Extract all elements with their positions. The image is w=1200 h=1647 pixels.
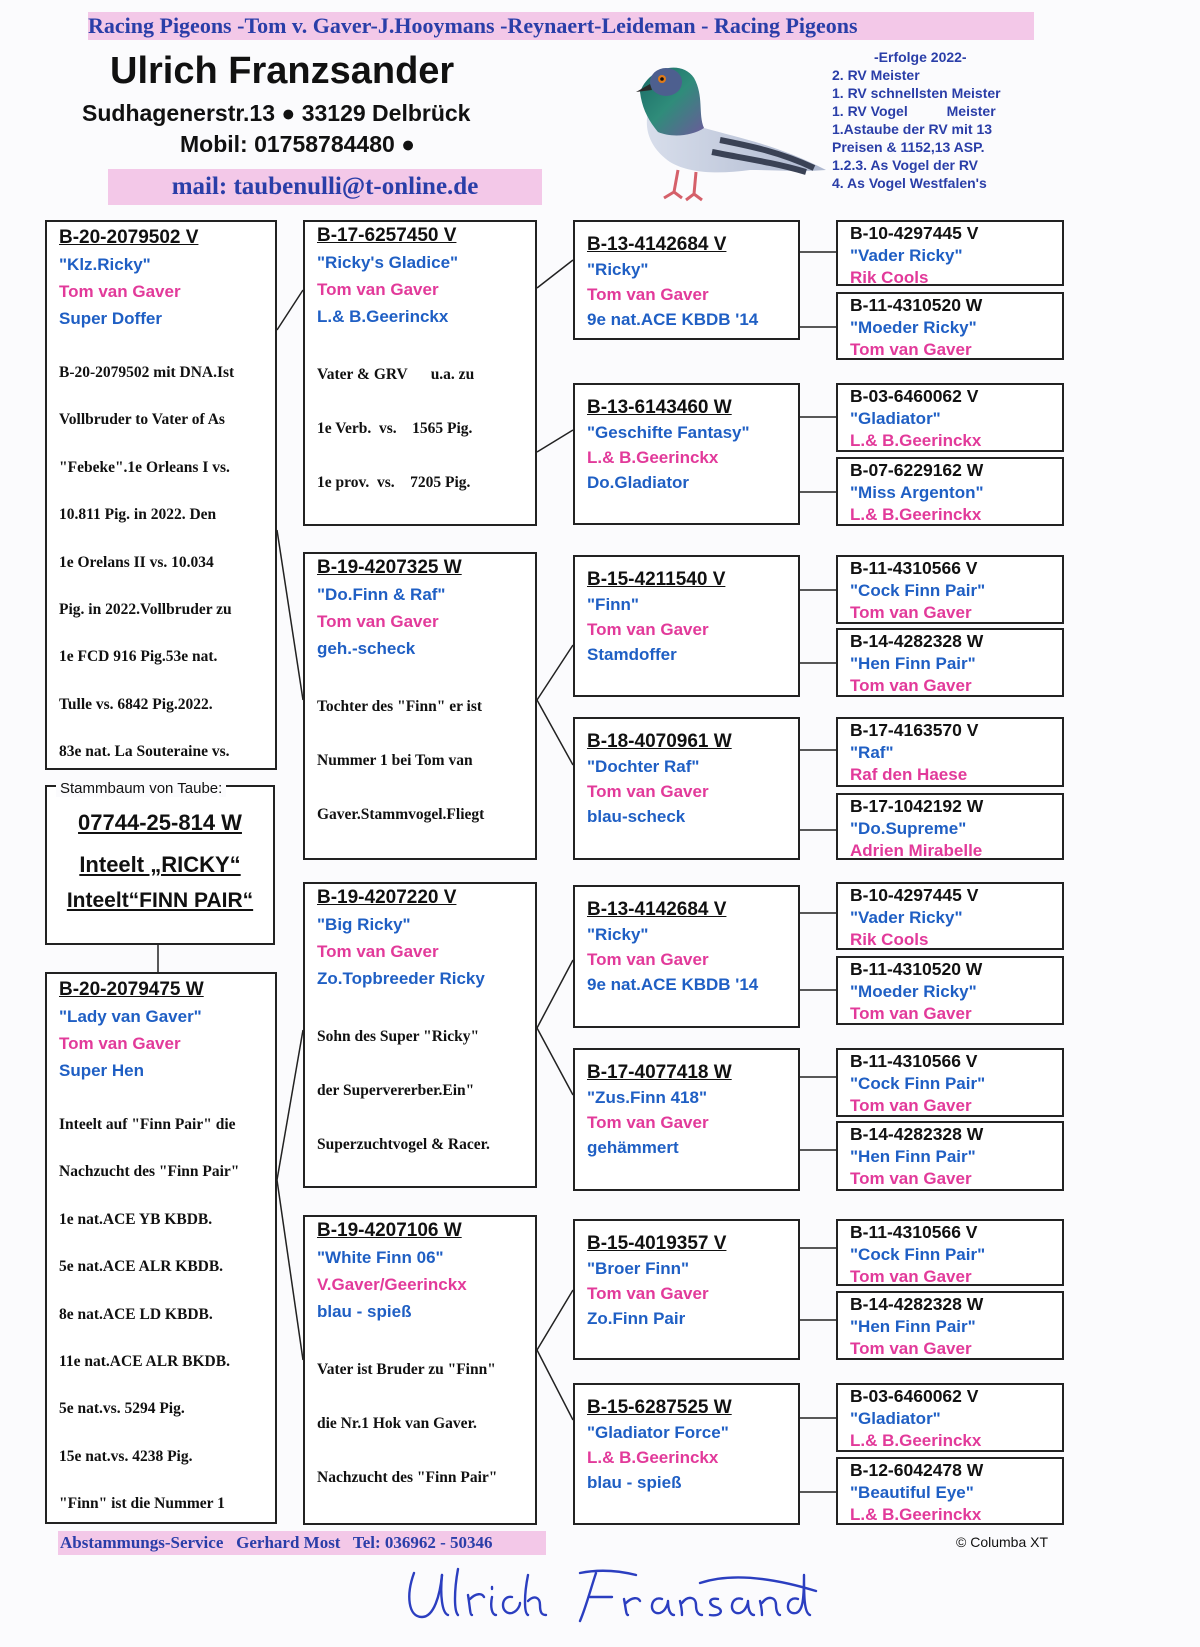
desc-line: "Finn" ist die Nummer 1 — [59, 1495, 225, 1513]
mother-ring: B-20-2079475 W — [59, 979, 204, 1000]
ggp-breeder: Tom van Gaver — [587, 1113, 709, 1132]
owner-address: Sudhagenerstr.13 ● 33129 Delbrück — [82, 100, 471, 126]
gggp-ring: B-14-4282328 W — [850, 631, 984, 651]
gggp-breeder: Tom van Gaver — [850, 676, 972, 695]
banner-left: Racing Pigeons — [88, 13, 232, 38]
gggp-card[interactable] — [836, 1121, 1064, 1191]
gggp-breeder: L.& B.Geerinckx — [850, 1431, 982, 1450]
ggp-note: Do.Gladiator — [587, 473, 690, 492]
gggp-ring: B-17-4163570 V — [850, 720, 979, 740]
father-note: Super Doffer — [59, 309, 162, 328]
ggp-breeder: L.& B.Geerinckx — [587, 1448, 719, 1467]
copyright: © Columba XT — [956, 1534, 1049, 1550]
gggp-ring: B-03-6460062 V — [850, 386, 979, 406]
gggp-card[interactable] — [836, 220, 1064, 286]
gggp-card[interactable] — [836, 1048, 1064, 1117]
ggp-name: "Gladiator Force" — [587, 1423, 729, 1442]
achievement-line: Preisen & 1152,13 ASP. — [832, 139, 985, 155]
achievement-line: 4. As Vogel Westfalen's — [832, 175, 987, 191]
grandparent-card[interactable] — [303, 1215, 537, 1525]
desc-line: 5e nat.ACE ALR KBDB. — [59, 1258, 224, 1276]
desc-line — [317, 523, 535, 526]
gggp-card[interactable] — [836, 383, 1064, 452]
ggp-note: 9e nat.ACE KBDB '14 — [587, 310, 759, 329]
desc-line: Nachzucht des "Finn Pair" — [59, 1163, 240, 1181]
gggp-breeder: Tom van Gaver — [850, 603, 972, 622]
achievements-title: -Erfolge 2022- — [874, 49, 967, 65]
grandparent-ring: B-17-6257450 V — [317, 225, 457, 246]
ggp-note: 9e nat.ACE KBDB '14 — [587, 975, 759, 994]
gggp-card[interactable] — [836, 956, 1064, 1025]
gggp-card[interactable] — [836, 1457, 1064, 1525]
father-breeder: Tom van Gaver — [59, 282, 181, 301]
achievement-line: 2. RV Meister — [832, 67, 920, 83]
ggp-breeder: Tom van Gaver — [587, 782, 709, 801]
desc-line: 1e Orelans II vs. 10.034 — [59, 553, 214, 571]
gggp-ring: B-17-1042192 W — [850, 796, 984, 816]
subject-label: Stammbaum von Taube: — [56, 780, 226, 797]
desc-line: Nummer 1 bei Tom van — [317, 752, 473, 769]
gggp-card[interactable] — [836, 555, 1064, 624]
great-grandparent-card[interactable] — [573, 717, 800, 860]
gggp-name: "Gladiator" — [850, 1408, 941, 1428]
grandparent-breeder: Tom van Gaver — [317, 942, 439, 961]
gggp-ring: B-03-6460062 V — [850, 1386, 979, 1406]
achievement-line: 1.Astaube der RV mit 13 — [832, 121, 993, 137]
gggp-ring: B-11-4310566 V — [850, 1222, 978, 1242]
gggp-name: "Hen Finn Pair" — [850, 1316, 976, 1336]
desc-line: 8e nat.ACE LD KBDB. — [59, 1305, 213, 1323]
gggp-card[interactable] — [836, 628, 1064, 697]
gggp-ring: B-12-6042478 W — [850, 1460, 984, 1480]
desc-line: Pig. in 2022.Vollbruder zu — [59, 601, 232, 619]
desc-line — [317, 1518, 535, 1525]
achievement-line: 1.2.3. As Vogel der RV — [832, 157, 979, 173]
ggp-breeder: Tom van Gaver — [587, 285, 709, 304]
ggp-breeder: Tom van Gaver — [587, 620, 709, 639]
owner-name: Ulrich Franzsander — [110, 50, 455, 92]
ggp-name: "Broer Finn" — [587, 1259, 690, 1278]
signature-image — [400, 1565, 820, 1635]
gggp-ring: B-07-6229162 W — [850, 460, 984, 480]
desc-line: 1e prov. vs. 7205 Pig. — [317, 474, 471, 491]
owner-mobile: Mobil: 01758784480 ● — [180, 131, 416, 157]
achievement-line: 1. RV Vogel Meister — [832, 103, 996, 119]
grandparent-ring: B-19-4207220 V — [317, 887, 457, 908]
grandparent-breeder: Tom van Gaver — [317, 280, 439, 299]
mother-breeder: Tom van Gaver — [59, 1034, 181, 1053]
achievement-line: 1. RV schnellsten Meister — [832, 85, 1001, 101]
desc-line: 1e FCD 916 Pig.53e nat. — [59, 648, 218, 666]
gggp-breeder: Tom van Gaver — [850, 1339, 972, 1358]
gggp-name: "Moeder Ricky" — [850, 317, 977, 337]
grandparent-breeder: V.Gaver/Geerinckx — [317, 1275, 467, 1294]
mother-card[interactable] — [45, 972, 277, 1524]
grandparent-ring: B-19-4207325 W — [317, 557, 462, 578]
gggp-ring: B-11-4310520 W — [850, 959, 983, 979]
ggp-breeder: L.& B.Geerinckx — [587, 448, 719, 467]
desc-line: Tochter des "Finn" er ist — [317, 698, 483, 715]
grandparent-note: blau - spieß — [317, 1302, 412, 1321]
ggp-ring: B-15-4019357 V — [587, 1233, 727, 1254]
ggp-name: "Ricky" — [587, 925, 649, 944]
gggp-breeder: L.& B.Geerinckx — [850, 1505, 982, 1524]
desc-line: Vater ist Bruder zu "Finn" — [317, 1361, 496, 1378]
gggp-ring: B-14-4282328 W — [850, 1124, 984, 1144]
gggp-name: "Beautiful Eye" — [850, 1482, 974, 1502]
gggp-ring: B-11-4310566 V — [850, 558, 978, 578]
mother-description — [59, 1088, 275, 1524]
father-description — [59, 336, 275, 770]
banner-middle: -Tom v. Gaver-J.Hooymans -Reynaert-Leideman - — [237, 13, 709, 38]
ggp-name: "Finn" — [587, 595, 639, 614]
great-grandparent-card[interactable] — [573, 555, 800, 697]
gggp-card[interactable] — [836, 1383, 1064, 1452]
gggp-breeder: Raf den Haese — [850, 765, 968, 784]
desc-line: Sohn des Super "Ricky" — [317, 1028, 480, 1045]
desc-line: 10.811 Pig. in 2022. Den — [59, 506, 217, 524]
ggp-name: "Ricky" — [587, 260, 649, 279]
grandparent-card[interactable] — [303, 552, 537, 860]
great-grandparent-card[interactable] — [573, 885, 800, 1028]
ggp-breeder: Tom van Gaver — [587, 1284, 709, 1303]
ggp-ring: B-13-4142684 V — [587, 234, 727, 255]
subject-inbreeding-1: Inteelt „RICKY“ — [79, 852, 241, 877]
subject-ring: 07744-25-814 W — [78, 810, 242, 835]
desc-line — [317, 855, 535, 860]
desc-line: 83e nat. La Souteraine vs. — [59, 743, 230, 761]
ggp-name: "Dochter Raf" — [587, 757, 700, 776]
grandparent-name: "Do.Finn & Raf" — [317, 585, 446, 604]
great-grandparent-card[interactable] — [573, 1219, 800, 1360]
grandparent-note: geh.-scheck — [317, 639, 416, 658]
desc-line: Tulle vs. 6842 Pig.2022. — [59, 695, 213, 713]
desc-line: Inteelt auf "Finn Pair" die — [59, 1116, 236, 1133]
desc-line: 1e nat.ACE YB KBDB. — [59, 1210, 213, 1228]
gggp-name: "Hen Finn Pair" — [850, 1146, 976, 1166]
gggp-card[interactable] — [836, 793, 1064, 860]
ggp-note: gehämmert — [587, 1138, 679, 1157]
banner-right: Racing Pigeons — [713, 13, 858, 38]
gggp-breeder: Rik Cools — [850, 930, 929, 949]
grandparent-name: "Big Ricky" — [317, 915, 411, 934]
grandparent-ring: B-19-4207106 W — [317, 1220, 462, 1241]
ggp-note: Zo.Finn Pair — [587, 1309, 686, 1328]
gggp-card[interactable] — [836, 717, 1064, 787]
ggp-name: "Geschifte Fantasy" — [587, 423, 750, 442]
gggp-breeder: Tom van Gaver — [850, 1267, 972, 1286]
gggp-card[interactable] — [836, 1291, 1064, 1360]
gggp-breeder: Rik Cools — [850, 268, 929, 286]
grandparent-description — [317, 666, 535, 860]
gggp-card[interactable] — [836, 882, 1064, 950]
gggp-card[interactable] — [836, 1219, 1064, 1286]
gggp-name: "Gladiator" — [850, 408, 941, 428]
desc-line: B-20-2079502 mit DNA.Ist — [59, 364, 235, 381]
ggp-ring: B-13-6143460 W — [587, 397, 732, 418]
mother-name: "Lady van Gaver" — [59, 1007, 202, 1026]
grandparent-description — [317, 996, 535, 1188]
ggp-name: "Zus.Finn 418" — [587, 1088, 708, 1107]
gggp-ring: B-11-4310566 V — [850, 1051, 978, 1071]
gggp-name: "Raf" — [850, 742, 894, 762]
pedigree-service-footer: Abstammungs-Service Gerhard Most Tel: 036962 - 50346 — [58, 1531, 546, 1555]
gggp-ring: B-10-4297445 V — [850, 885, 979, 905]
desc-line: 1e Verb. vs. 1565 Pig. — [317, 420, 473, 437]
grandparent-card[interactable] — [303, 882, 537, 1188]
great-grandparent-card[interactable] — [573, 1383, 800, 1525]
ggp-ring: B-17-4077418 W — [587, 1062, 732, 1083]
gggp-ring: B-14-4282328 W — [850, 1294, 984, 1314]
grandparent-name: "White Finn 06" — [317, 1248, 444, 1267]
gggp-card[interactable] — [836, 292, 1064, 360]
desc-line: Nachzucht des "Finn Pair" — [317, 1469, 498, 1486]
gggp-ring: B-10-4297445 V — [850, 223, 979, 243]
gggp-breeder: Adrien Mirabelle — [850, 841, 983, 860]
gggp-name: "Cock Finn Pair" — [850, 1244, 986, 1264]
ggp-ring: B-15-4211540 V — [587, 569, 726, 590]
owner-mail[interactable]: mail: taubenulli@t-online.de — [108, 169, 542, 205]
desc-line: Gaver.Stammvogel.Fliegt — [317, 806, 485, 823]
desc-line: 11e nat.ACE ALR BKDB. — [59, 1353, 230, 1371]
great-grandparent-card[interactable] — [573, 220, 800, 340]
desc-line: Vollbruder to Vater of As — [59, 411, 225, 429]
ggp-note: blau - spieß — [587, 1473, 682, 1492]
gggp-name: "Hen Finn Pair" — [850, 653, 976, 673]
gggp-name: "Cock Finn Pair" — [850, 1073, 986, 1093]
ggp-note: blau-scheck — [587, 807, 686, 826]
ggp-breeder: Tom van Gaver — [587, 950, 709, 969]
gggp-ring: B-11-4310520 W — [850, 295, 983, 315]
great-grandparent-card[interactable] — [573, 1048, 800, 1191]
desc-line: der Supervererber.Ein" — [317, 1082, 475, 1099]
gggp-card[interactable] — [836, 457, 1064, 526]
gggp-name: "Cock Finn Pair" — [850, 580, 986, 600]
grandparent-description — [317, 1329, 535, 1525]
grandparent-breeder: Tom van Gaver — [317, 612, 439, 631]
gggp-breeder: Tom van Gaver — [850, 1096, 972, 1115]
desc-line: Superzuchtvogel & Racer. — [317, 1136, 490, 1153]
gggp-breeder: L.& B.Geerinckx — [850, 505, 982, 524]
gggp-name: "Vader Ricky" — [850, 907, 963, 927]
gggp-name: "Vader Ricky" — [850, 245, 963, 265]
grandparent-note: Zo.Topbreeder Ricky — [317, 969, 485, 988]
gggp-breeder: Tom van Gaver — [850, 340, 972, 359]
gggp-breeder: L.& B.Geerinckx — [850, 431, 982, 450]
grandparent-name: "Ricky's Gladice" — [317, 253, 459, 272]
father-card[interactable] — [45, 220, 277, 770]
ggp-ring: B-15-6287525 W — [587, 1397, 732, 1418]
grandparent-description — [317, 334, 535, 526]
father-ring: B-20-2079502 V — [59, 227, 199, 248]
ggp-ring: B-18-4070961 W — [587, 731, 732, 752]
mother-note: Super Hen — [59, 1061, 145, 1080]
desc-line: "Febeke".1e Orleans I vs. — [59, 458, 230, 476]
desc-line: Vater & GRV u.a. zu — [317, 366, 475, 383]
great-grandparent-card[interactable] — [573, 383, 800, 525]
ggp-note: Stamdoffer — [587, 645, 677, 664]
desc-line: 5e nat.vs. 5294 Pig. — [59, 1400, 185, 1418]
ggp-ring: B-13-4142684 V — [587, 899, 727, 920]
grandparent-card[interactable] — [303, 220, 537, 526]
father-name: "Klz.Ricky" — [59, 255, 151, 274]
gggp-breeder: Tom van Gaver — [850, 1169, 972, 1188]
subject-inbreeding-2: Inteelt“FINN PAIR“ — [66, 889, 254, 912]
gggp-breeder: Tom van Gaver — [850, 1004, 972, 1023]
desc-line — [317, 1185, 535, 1188]
gggp-name: "Moeder Ricky" — [850, 981, 977, 1001]
gggp-name: "Miss Argenton" — [850, 482, 984, 502]
desc-line: die Nr.1 Hok van Gaver. — [317, 1415, 477, 1432]
gggp-name: "Do.Supreme" — [850, 818, 967, 838]
grandparent-note: L.& B.Geerinckx — [317, 307, 449, 326]
desc-line: 15e nat.vs. 4238 Pig. — [59, 1447, 193, 1465]
